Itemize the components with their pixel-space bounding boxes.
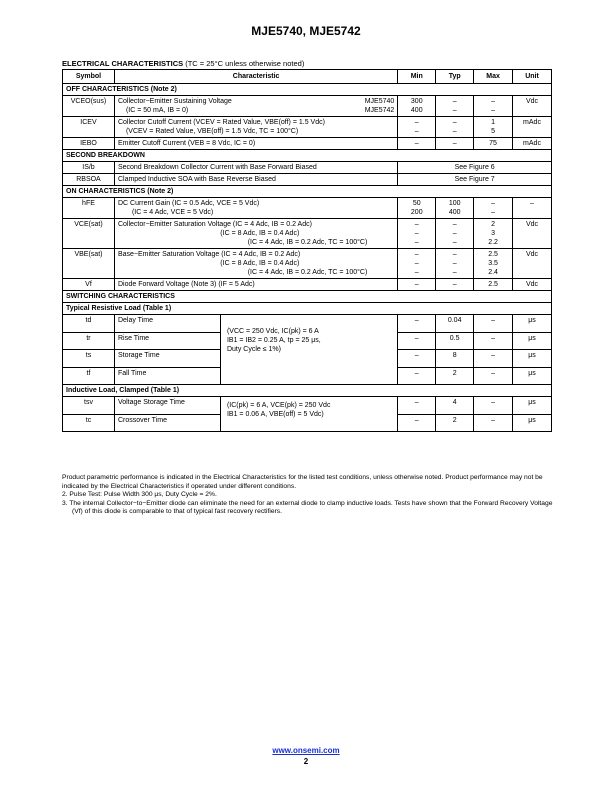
vf-unit: Vdc xyxy=(513,279,552,291)
value: 200 xyxy=(410,209,423,216)
vbe-line-3: (IC = 4 Adc, IB = 0.2 Adc, TC = 100°C) xyxy=(247,269,368,276)
icev-line-2: (VCEV = Rated Value, VBE(off) = 1.5 Vdc, TC = 100°C) xyxy=(125,128,299,135)
value: – xyxy=(452,230,457,237)
note-3: 3. The internal Collector−to−Emitter diode can eliminate the need for an external diode to clamp inductive loads. Tests have shown that the Forward Recovery Voltage (Vf) of this diode is comparable to that of typical fast recovery rectifiers. xyxy=(62,499,553,515)
value: 1 xyxy=(491,119,496,126)
vceo-max xyxy=(474,96,513,117)
table-row xyxy=(63,397,552,415)
tc-characteristic: Crossover Time xyxy=(117,416,167,424)
value: – xyxy=(452,260,457,267)
vbe-unit: Vdc xyxy=(513,249,552,279)
vceo-characteristic xyxy=(114,96,397,117)
iebo-unit: mAdc xyxy=(513,138,552,150)
tc-unit: μs xyxy=(513,414,552,432)
table-row xyxy=(63,138,552,150)
value: – xyxy=(452,98,457,105)
res-cond-3: Duty Cycle ≤ 1%) xyxy=(226,346,281,353)
col-unit: Unit xyxy=(513,70,552,84)
tr-max: – xyxy=(474,332,513,350)
table-row xyxy=(63,117,552,138)
rbsoa-reference: See Figure 7 xyxy=(398,174,552,186)
inductive-conditions xyxy=(221,397,335,431)
off-header: OFF CHARACTERISTICS (Note 2) xyxy=(63,84,552,96)
icev-min xyxy=(398,117,436,138)
tf-characteristic: Fall Time xyxy=(117,369,147,377)
page-title: MJE5740, MJE5742 xyxy=(251,24,361,38)
value: 2.2 xyxy=(488,239,498,246)
table-row xyxy=(63,174,552,186)
table-row xyxy=(63,279,552,291)
iebo-typ: – xyxy=(436,138,474,150)
value: – xyxy=(452,119,457,126)
note-2: 2. Pulse Test: Pulse Width 300 μs, Duty Cycle = 2%. xyxy=(62,491,217,498)
value: 2 xyxy=(491,221,496,228)
hfe-symbol: hFE xyxy=(63,198,115,219)
vbe-max xyxy=(474,249,513,279)
col-max: Max xyxy=(474,70,513,84)
section-title xyxy=(62,59,304,68)
ts-unit: μs xyxy=(513,350,552,368)
vbe-line-1: Base−Emitter Saturation Voltage (IC = 4 Adc, IB = 0.2 Adc) xyxy=(117,251,301,258)
vce-symbol: VCE(sat) xyxy=(63,219,115,249)
table-header-row xyxy=(63,70,552,84)
vf-symbol: Vf xyxy=(63,279,115,291)
value: – xyxy=(414,230,419,237)
table-row xyxy=(63,249,552,279)
td-typ: 0.04 xyxy=(436,315,474,333)
td-max: – xyxy=(474,315,513,333)
icev-line-1: Collector Cutoff Current (VCEV = Rated Value, VBE(off) = 1.5 Vdc) xyxy=(117,119,325,126)
subsection-row xyxy=(63,303,552,315)
icev-characteristic xyxy=(114,117,397,138)
value: 50 xyxy=(412,200,421,207)
isb-symbol: IS/b xyxy=(63,162,115,174)
hfe-typ xyxy=(436,198,474,219)
tr-symbol: tr xyxy=(63,332,115,350)
ind-cond-2: IB1 = 0.06 A, VBE(off) = 5 Vdc) xyxy=(226,411,324,418)
tf-unit: μs xyxy=(513,367,552,385)
tsv-max: – xyxy=(474,397,513,415)
value: – xyxy=(452,107,457,114)
value: 400 xyxy=(410,107,423,114)
on-header: ON CHARACTERISTICS (Note 2) xyxy=(63,186,552,198)
vceo-label: Collector−Emitter Sustaining Voltage xyxy=(117,98,232,105)
table-row xyxy=(63,96,552,117)
tf-min: – xyxy=(398,367,436,385)
value: – xyxy=(414,128,419,135)
table-row xyxy=(63,162,552,174)
value: 5 xyxy=(491,128,496,135)
tr-unit: μs xyxy=(513,332,552,350)
td-symbol: td xyxy=(63,315,115,333)
resistive-header: Typical Resistive Load (Table 1) xyxy=(63,303,552,315)
icev-symbol: ICEV xyxy=(63,117,115,138)
vbe-symbol: VBE(sat) xyxy=(63,249,115,279)
col-symbol: Symbol xyxy=(63,70,115,84)
value: – xyxy=(414,269,419,276)
iebo-min: – xyxy=(398,138,436,150)
tc-max: – xyxy=(474,414,513,432)
value: – xyxy=(414,251,419,258)
vbe-typ xyxy=(436,249,474,279)
vceo-condition: (IC = 50 mA, IB = 0) xyxy=(125,107,189,114)
hfe-characteristic xyxy=(114,198,397,219)
notes xyxy=(62,474,554,517)
tc-symbol: tc xyxy=(63,414,115,432)
vce-typ xyxy=(436,219,474,249)
inductive-block xyxy=(114,397,397,432)
isb-characteristic: Second Breakdown Collector Current with Base Forward Biased xyxy=(114,162,397,174)
subsection-row xyxy=(63,385,552,397)
vceo-typ xyxy=(436,96,474,117)
tsv-symbol: tsv xyxy=(63,397,115,415)
iebo-max: 75 xyxy=(474,138,513,150)
section-row xyxy=(63,84,552,96)
vf-typ: – xyxy=(436,279,474,291)
value: – xyxy=(414,260,419,267)
tf-max: – xyxy=(474,367,513,385)
tsv-min: – xyxy=(398,397,436,415)
page-number: 2 xyxy=(303,757,309,766)
res-cond-2: IB1 = IB2 = 0.25 A, tp = 25 μs, xyxy=(226,337,321,344)
value: – xyxy=(452,128,457,135)
vceo-min xyxy=(398,96,436,117)
tf-typ: 2 xyxy=(436,367,474,385)
sw-header: SWITCHING CHARACTERISTICS xyxy=(63,291,552,303)
vce-max xyxy=(474,219,513,249)
hfe-line-2: (IC = 4 Adc, VCE = 5 Vdc) xyxy=(131,209,214,216)
ts-symbol: ts xyxy=(63,350,115,368)
vce-characteristic xyxy=(114,219,397,249)
icev-typ xyxy=(436,117,474,138)
value: 3 xyxy=(491,230,496,237)
ts-min: – xyxy=(398,350,436,368)
td-unit: μs xyxy=(513,315,552,333)
value: 300 xyxy=(410,98,423,105)
tr-typ: 0.5 xyxy=(436,332,474,350)
ts-typ: 8 xyxy=(436,350,474,368)
col-characteristic: Characteristic xyxy=(114,70,397,84)
vce-unit: Vdc xyxy=(513,219,552,249)
rbsoa-characteristic: Clamped Inductive SOA with Base Reverse Biased xyxy=(114,174,397,186)
value: – xyxy=(414,221,419,228)
vceo-device-1: MJE5740 xyxy=(364,98,395,105)
rbsoa-symbol: RBSOA xyxy=(63,174,115,186)
value: 400 xyxy=(448,209,461,216)
resistive-block xyxy=(114,315,397,385)
vbe-line-2: (IC = 8 Adc, IB = 0.4 Adc) xyxy=(220,260,300,267)
value: – xyxy=(491,107,496,114)
td-characteristic: Delay Time xyxy=(115,315,220,333)
footer-url-link[interactable]: www.onsemi.com xyxy=(272,746,340,755)
iebo-symbol: IEBO xyxy=(63,138,115,150)
value: 2.4 xyxy=(488,269,498,276)
value: – xyxy=(491,200,496,207)
col-typ: Typ xyxy=(436,70,474,84)
value: – xyxy=(452,221,457,228)
value: – xyxy=(452,269,457,276)
vceo-device-2: MJE5742 xyxy=(364,107,395,114)
icev-unit: mAdc xyxy=(513,117,552,138)
td-min: – xyxy=(398,315,436,333)
vce-line-3: (IC = 4 Adc, IB = 0.2 Adc, TC = 100°C) xyxy=(247,239,368,246)
resistive-conditions xyxy=(221,315,325,384)
tsv-typ: 4 xyxy=(436,397,474,415)
value: 2.5 xyxy=(488,251,498,258)
isb-reference: See Figure 6 xyxy=(398,162,552,174)
table-row xyxy=(63,219,552,249)
section-condition: (TC = 25°C unless otherwise noted) xyxy=(185,59,305,68)
vce-min xyxy=(398,219,436,249)
value: – xyxy=(452,239,457,246)
tr-min: – xyxy=(398,332,436,350)
tr-characteristic: Rise Time xyxy=(115,333,220,351)
hfe-max xyxy=(474,198,513,219)
section-row xyxy=(63,150,552,162)
section-title-text: ELECTRICAL CHARACTERISTICS xyxy=(62,59,184,68)
vce-line-2: (IC = 8 Adc, IB = 0.4 Adc) xyxy=(220,230,300,237)
ts-characteristic: Storage Time xyxy=(115,350,220,368)
vceo-symbol: VCEO(sus) xyxy=(63,96,115,117)
icev-max xyxy=(474,117,513,138)
sb-header: SECOND BREAKDOWN xyxy=(63,150,552,162)
vf-max: 2.5 xyxy=(474,279,513,291)
tc-min: – xyxy=(398,414,436,432)
table-row xyxy=(63,198,552,219)
hfe-min xyxy=(398,198,436,219)
vbe-characteristic xyxy=(114,249,397,279)
tc-typ: 2 xyxy=(436,414,474,432)
value: – xyxy=(452,251,457,258)
value: – xyxy=(491,98,496,105)
vce-line-1: Collector−Emitter Saturation Voltage (IC = 4 Adc, IB = 0.2 Adc) xyxy=(117,221,312,228)
hfe-unit: – xyxy=(513,198,552,219)
res-cond-1: (VCC = 250 Vdc, IC(pk) = 6 A xyxy=(226,328,319,335)
vbe-min xyxy=(398,249,436,279)
tf-symbol: tf xyxy=(63,367,115,385)
table-row xyxy=(63,315,552,333)
value: – xyxy=(414,119,419,126)
col-min: Min xyxy=(398,70,436,84)
value: – xyxy=(491,209,496,216)
ind-cond-1: (IC(pk) = 6 A, VCE(pk) = 250 Vdc xyxy=(226,402,331,409)
section-row xyxy=(63,291,552,303)
hfe-line-1: DC Current Gain (IC = 0.5 Adc, VCE = 5 Vdc) xyxy=(117,200,260,207)
value: 3.5 xyxy=(488,260,498,267)
vf-min: – xyxy=(398,279,436,291)
inductive-header: Inductive Load, Clamped (Table 1) xyxy=(63,385,552,397)
ts-max: – xyxy=(474,350,513,368)
value: 100 xyxy=(448,200,461,207)
vceo-unit: Vdc xyxy=(513,96,552,117)
note-0: Product parametric performance is indicated in the Electrical Characteristics for the listed test conditions, unless otherwise noted. Product performance may not be indicated by the Electrical Characteristics if operated under different conditions. xyxy=(62,474,543,490)
value: – xyxy=(414,239,419,246)
tsv-unit: μs xyxy=(513,397,552,415)
section-row xyxy=(63,186,552,198)
vf-characteristic: Diode Forward Voltage (Note 3) (IF = 5 Adc) xyxy=(114,279,397,291)
tsv-characteristic: Voltage Storage Time xyxy=(115,397,220,415)
iebo-characteristic: Emitter Cutoff Current (VEB = 8 Vdc, IC = 0) xyxy=(114,138,397,150)
electrical-characteristics-table xyxy=(62,69,552,432)
